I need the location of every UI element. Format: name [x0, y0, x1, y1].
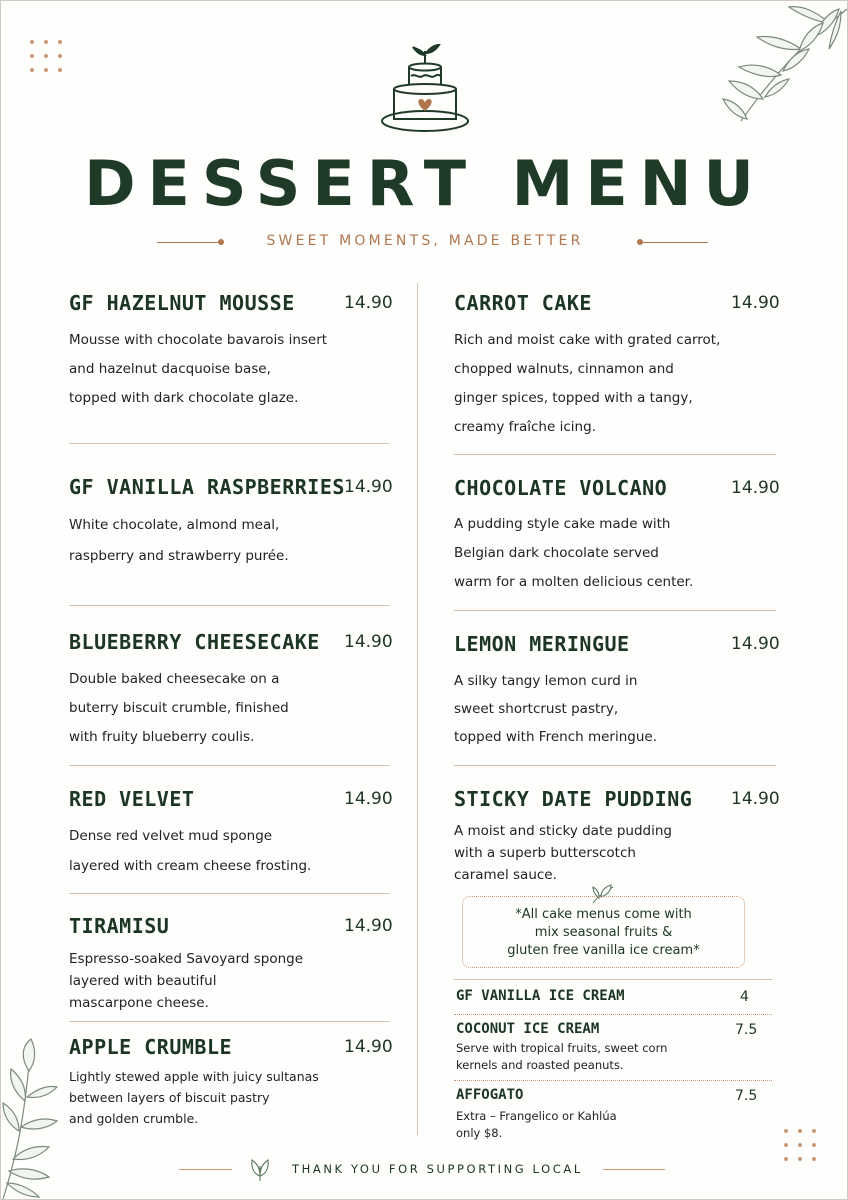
item-description: Serve with tropical fruits, sweet corn kernels and roasted peanuts. [456, 1041, 668, 1072]
item-separator [454, 979, 772, 980]
item-price: 7.5 [735, 1022, 758, 1038]
note-line: gluten free vanilla ice cream* [507, 943, 700, 958]
item-price: 14.90 [344, 1037, 393, 1057]
item-price: 14.90 [344, 916, 393, 936]
item-description: Mousse with chocolate bavarois insert and hazelnut dacquoise base, topped with dark chocolate glaze. [69, 332, 328, 406]
item-name: GF VANILLA ICE CREAM [456, 988, 625, 1004]
item-price: 14.90 [731, 634, 780, 654]
item-separator [454, 1014, 772, 1015]
column-divider [417, 283, 418, 1135]
divider [603, 1169, 665, 1170]
item-name: AFFOGATO [456, 1087, 524, 1103]
note-box [462, 896, 745, 968]
item-price: 14.90 [344, 293, 393, 313]
item-name: RED VELVET [69, 787, 195, 811]
footer-text: THANK YOU FOR SUPPORTING LOCAL [292, 1162, 583, 1176]
item-name: CHOCOLATE VOLCANO [454, 476, 668, 500]
item-name: GF HAZELNUT MOUSSE [69, 291, 295, 315]
footer [1, 1156, 848, 1182]
item-price: 14.90 [344, 789, 393, 809]
item-separator [454, 610, 776, 611]
item-separator [69, 605, 389, 606]
item-separator [69, 765, 389, 766]
item-name: LEMON MERINGUE [454, 632, 630, 656]
divider [179, 1169, 232, 1170]
leaf-sprig-icon [248, 1156, 272, 1182]
item-name: STICKY DATE PUDDING [454, 787, 693, 811]
item-separator [454, 765, 776, 766]
note-line: mix seasonal fruits & [534, 925, 673, 940]
item-price: 4 [740, 989, 749, 1005]
item-name: BLUEBERRY CHEESECAKE [69, 630, 320, 654]
item-separator [454, 454, 776, 455]
item-description: Lightly stewed apple with juicy sultanas between layers of biscuit pastry and golden crumble. [69, 1069, 319, 1126]
item-price: 7.5 [735, 1088, 758, 1104]
item-price: 14.90 [344, 477, 393, 497]
note-line: *All cake menus come with [515, 907, 692, 922]
divider [641, 242, 708, 243]
dot-grid-icon [30, 40, 62, 72]
item-price: 14.90 [344, 632, 393, 652]
item-description: Dense red velvet mud sponge layered with cream cheese frosting. [69, 828, 312, 874]
item-name: APPLE CRUMBLE [69, 1035, 233, 1059]
item-separator [454, 1080, 772, 1081]
cake-icon [379, 43, 471, 135]
item-name: COCONUT ICE CREAM [456, 1021, 600, 1037]
leaf-branch-icon [701, 1, 848, 143]
item-separator [69, 1021, 389, 1022]
item-description: A pudding style cake made with Belgian dark chocolate served warm for a molten delicious center. [454, 516, 694, 590]
item-name: TIRAMISU [69, 914, 170, 938]
item-price: 14.90 [731, 478, 780, 498]
page-subtitle: SWEET MOMENTS, MADE BETTER [266, 233, 584, 249]
item-separator [69, 893, 389, 894]
page-title: DESSERT MENU [84, 147, 766, 220]
item-separator [69, 443, 389, 444]
item-description: Extra – Frangelico or Kahlúa only $8. [456, 1109, 617, 1140]
item-description: White chocolate, almond meal, raspberry and strawberry purée. [69, 517, 289, 564]
item-name: GF VANILLA RASPBERRIES [69, 475, 345, 499]
item-description: A silky tangy lemon curd in sweet shortcrust pastry, topped with French meringue. [454, 673, 657, 745]
item-description: A moist and sticky date pudding with a superb butterscotch caramel sauce. [454, 823, 672, 883]
item-description: Double baked cheesecake on a buterry biscuit crumble, finished with fruity blueberry coulis. [69, 671, 289, 745]
item-price: 14.90 [731, 789, 780, 809]
item-description: Rich and moist cake with grated carrot, chopped walnuts, cinnamon and ginger spices, topped with a tangy, creamy fraîche icing. [454, 332, 721, 435]
item-name: CARROT CAKE [454, 291, 592, 315]
item-price: 14.90 [731, 293, 780, 313]
subtitle-row [1, 233, 848, 253]
item-description: Espresso-soaked Savoyard sponge layered with beautiful mascarpone cheese. [69, 951, 304, 1011]
